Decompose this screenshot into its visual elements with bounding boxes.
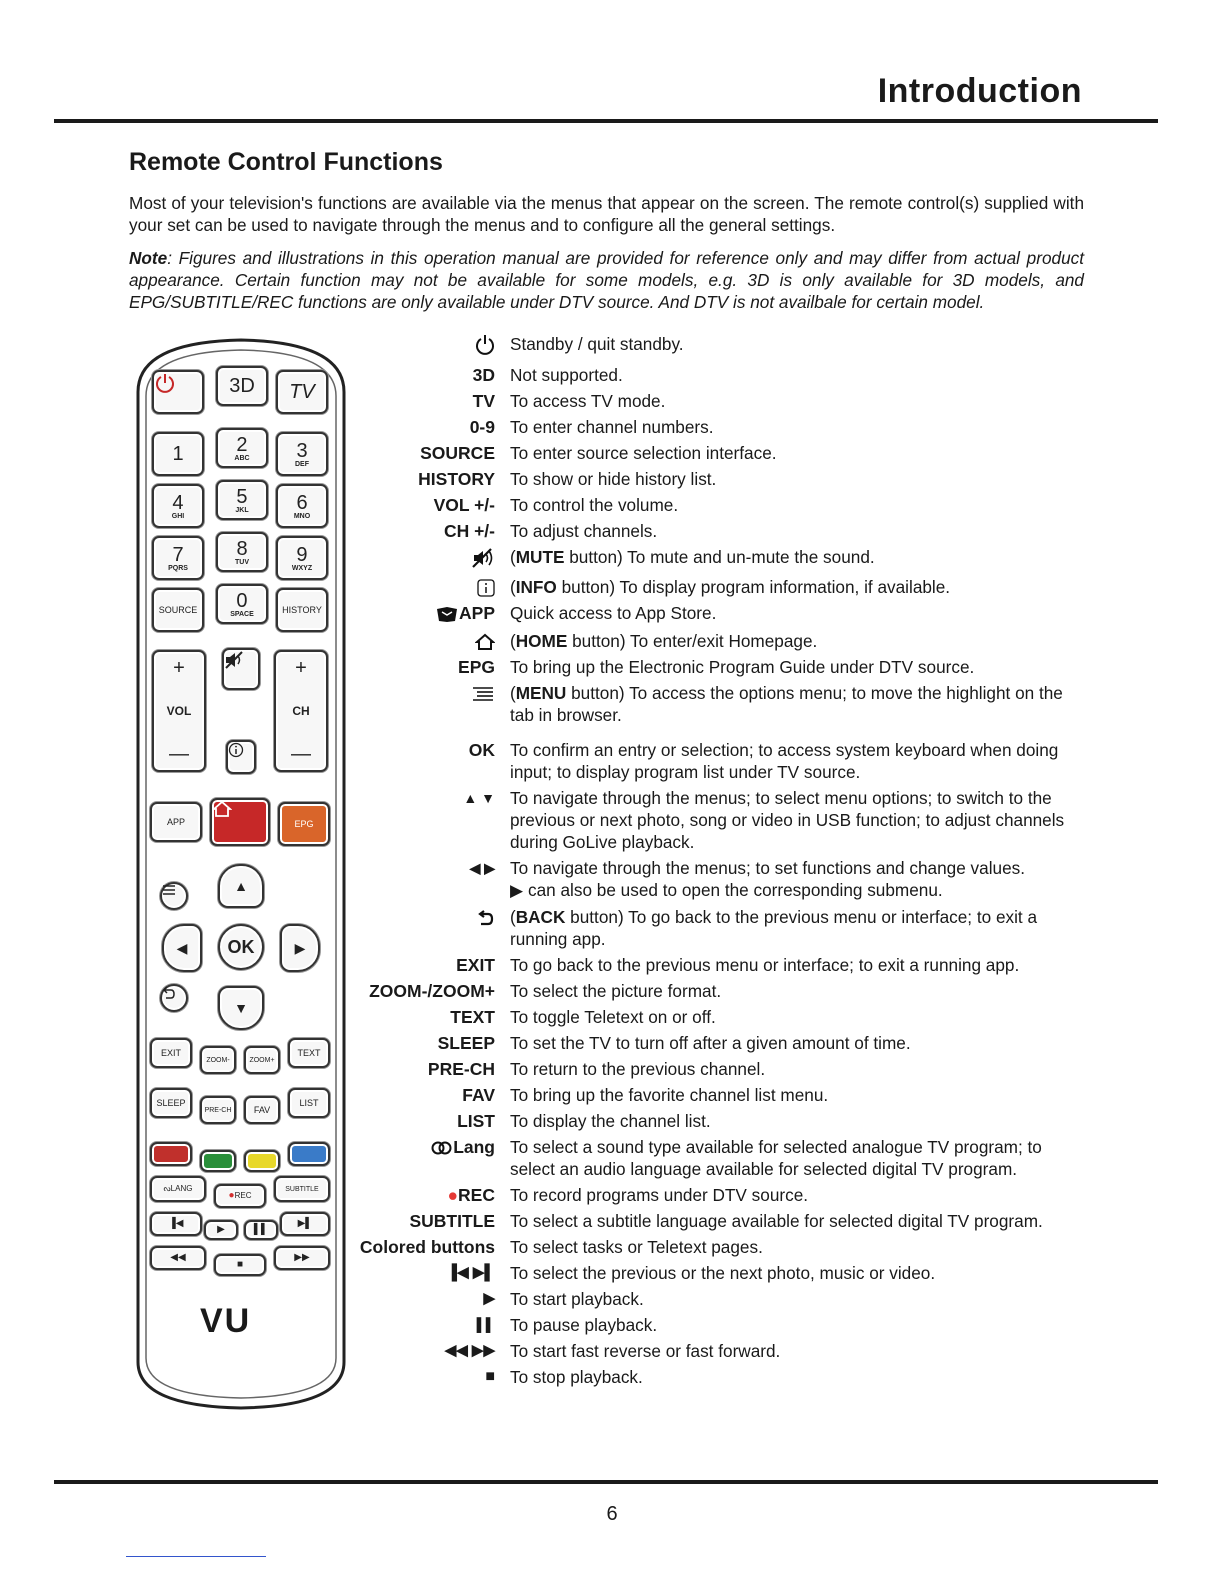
- function-desc: To access TV mode.: [510, 391, 666, 411]
- function-key: SLEEP: [437, 1033, 495, 1053]
- home-icon: [475, 633, 495, 651]
- zoom-minus-button[interactable]: [200, 1046, 236, 1074]
- digit-1-label: 1: [172, 443, 184, 465]
- info-button[interactable]: [226, 740, 256, 774]
- back-button[interactable]: [160, 984, 188, 1012]
- subtitle-button-label: SUBTITLE: [285, 1185, 319, 1193]
- paren: (: [510, 683, 516, 703]
- back-icon: [162, 986, 176, 1000]
- function-key: 3D: [472, 365, 495, 385]
- subtitle-button[interactable]: [274, 1176, 330, 1202]
- app-icon: [435, 605, 459, 623]
- function-desc: To adjust channels.: [510, 521, 658, 541]
- function-desc: Standby / quit standby.: [510, 334, 684, 354]
- function-key: TV: [472, 391, 495, 411]
- lang-button[interactable]: [150, 1176, 206, 1202]
- function-desc: To bring up the favorite channel list menu.: [510, 1085, 829, 1105]
- left-arrow-icon: ◀: [176, 940, 188, 956]
- function-desc: To select tasks or Teletext pages.: [510, 1237, 763, 1257]
- function-desc: To select a subtitle language available for selected digital TV program.: [510, 1211, 1043, 1231]
- lang-button-label: LANG: [170, 1184, 193, 1193]
- mute-icon: [471, 548, 495, 568]
- paren: (: [510, 547, 516, 567]
- function-desc: To select a sound type available for selected analogue TV program; to select an audio language available for selected digital TV program.: [510, 1137, 1042, 1179]
- home-button[interactable]: [210, 798, 270, 846]
- epg-button[interactable]: [278, 802, 330, 846]
- back-icon: [477, 909, 495, 927]
- source-button-label: SOURCE: [158, 604, 198, 615]
- pre-ch-label: PRE-CH: [204, 1106, 232, 1114]
- info-label: INFO: [515, 577, 557, 597]
- paren: (: [510, 631, 516, 651]
- 3d-button[interactable]: [216, 366, 268, 406]
- digit-2-label: 2: [236, 433, 248, 456]
- digit-5-button[interactable]: [216, 480, 268, 520]
- function-desc: To toggle Teletext on or off.: [510, 1007, 716, 1027]
- exit-button-label: EXIT: [160, 1047, 181, 1058]
- channel-label: CH: [292, 704, 310, 718]
- digit-3-button[interactable]: [276, 432, 328, 476]
- zoom-minus-label: ZOOM-: [206, 1056, 230, 1064]
- function-desc: To select the previous or the next photo, music or video.: [510, 1263, 936, 1283]
- source-button[interactable]: [152, 588, 204, 632]
- epg-button-label: EPG: [294, 818, 314, 829]
- function-key: FAV: [462, 1085, 495, 1105]
- home-desc: button) To enter/exit Homepage.: [567, 631, 818, 651]
- function-key: LIST: [457, 1111, 495, 1131]
- function-desc: To record programs under DTV source.: [510, 1185, 809, 1205]
- intro-paragraph: Most of your television's functions are available via the menus that appear on the screen. The remote control(s) supplied with your set can be used to navigate through the menus and to configure all the general settings.: [129, 193, 1084, 235]
- volume-up-label: +: [173, 657, 185, 679]
- menu-desc: button) To access the options menu; to move the highlight on the tab in browser.: [510, 683, 1063, 725]
- page-number: 6: [606, 1503, 618, 1525]
- function-key: 0-9: [469, 417, 495, 437]
- mute-desc: button) To mute and un-mute the sound.: [564, 547, 875, 567]
- menu-icon: [162, 884, 176, 896]
- exit-button[interactable]: [150, 1038, 192, 1068]
- previous-icon: ▐◀: [168, 1218, 184, 1229]
- digit-5-label: 5: [236, 485, 248, 508]
- next-icon: ▶▌: [297, 1218, 313, 1229]
- digit-4-button[interactable]: [152, 484, 204, 528]
- function-desc: To bring up the Electronic Program Guide under DTV source.: [510, 657, 975, 677]
- app-button[interactable]: [150, 802, 202, 842]
- rec-icon: ●: [447, 1185, 459, 1205]
- next-track-button[interactable]: [280, 1212, 330, 1236]
- power-icon: [154, 372, 176, 394]
- digit-8-button[interactable]: [216, 532, 268, 572]
- volume-label: VOL: [166, 704, 192, 718]
- function-desc: To enter source selection interface.: [510, 443, 777, 463]
- rewind-icon: ◀◀: [170, 1252, 186, 1263]
- history-button-label: HISTORY: [282, 604, 322, 615]
- home-icon: [212, 800, 232, 818]
- function-desc: To control the volume.: [510, 495, 679, 515]
- vu-logo: VU: [200, 1302, 252, 1340]
- function-key: ZOOM-/ZOOM+: [369, 981, 495, 1001]
- section-title: Remote Control Functions: [129, 148, 443, 176]
- function-key: [471, 546, 495, 568]
- digit-1-button[interactable]: [152, 432, 204, 476]
- function-key: HISTORY: [418, 469, 495, 489]
- digit-2-button[interactable]: [216, 428, 268, 468]
- function-desc: To start playback.: [510, 1289, 644, 1309]
- function-desc-line: ▶ can also be used to open the corresponding submenu.: [510, 880, 943, 900]
- tv-button[interactable]: [276, 370, 328, 414]
- digit-9-label: 9: [296, 543, 308, 566]
- nav-right-button[interactable]: [280, 924, 320, 972]
- function-desc: To return to the previous channel.: [510, 1059, 766, 1079]
- function-key: Colored buttons: [359, 1237, 495, 1257]
- green-color-button[interactable]: [200, 1150, 236, 1172]
- digit-7-button[interactable]: [152, 536, 204, 580]
- function-desc: To pause playback.: [510, 1315, 658, 1335]
- stop-button[interactable]: [214, 1254, 266, 1276]
- digit-4-sub: GHI: [171, 512, 185, 520]
- function-key: ▲ ▼: [463, 790, 495, 806]
- pause-button[interactable]: [244, 1220, 278, 1240]
- function-key: [477, 576, 495, 598]
- down-arrow-icon: ▼: [234, 1000, 248, 1016]
- power-icon: [475, 334, 495, 356]
- rec-button-label: REC: [234, 1191, 252, 1200]
- paren: (: [510, 577, 516, 597]
- lang-icon: [431, 1141, 453, 1155]
- function-key: CH +/-: [443, 521, 495, 541]
- list-button[interactable]: [288, 1088, 330, 1118]
- function-desc-line: To navigate through the menus; to set functions and change values.: [510, 858, 1026, 878]
- info-icon: [477, 579, 495, 597]
- function-key: ◀ ▶: [469, 860, 495, 876]
- function-key: OK: [468, 740, 495, 760]
- zoom-plus-button[interactable]: [244, 1046, 280, 1074]
- info-desc: button) To display program information, if available.: [556, 577, 951, 597]
- function-key: ▌▌: [476, 1317, 495, 1332]
- up-arrow-icon: ▲: [234, 878, 248, 894]
- function-desc: To stop playback.: [510, 1367, 643, 1387]
- note-text: : Figures and illustrations in this operation manual are provided for reference only and may differ from actual product appearance. Certain function may not be available for some models, e.g. 3D is only available for 3D models, and EPG/SUBTITLE/REC functions are only available under DTV source. And DTV is not availbale for certain model.: [129, 248, 1084, 312]
- lang-key-label: Lang: [453, 1137, 495, 1157]
- function-key: [471, 682, 495, 704]
- 3d-button-label: 3D: [229, 375, 255, 397]
- digit-6-button[interactable]: [276, 484, 328, 528]
- rec-key-label: REC: [458, 1185, 495, 1205]
- zoom-plus-label: ZOOM+: [249, 1056, 275, 1064]
- digit-0-button[interactable]: [216, 584, 268, 624]
- text-button[interactable]: [288, 1038, 330, 1068]
- digit-0-label: 0: [236, 589, 248, 612]
- back-desc: button) To go back to the previous menu or interface; to exit a running app.: [510, 907, 1038, 949]
- page-header-title: Introduction: [877, 72, 1082, 110]
- ok-button-label: OK: [227, 937, 255, 957]
- menu-icon: [471, 685, 495, 703]
- function-key: [431, 1136, 495, 1158]
- function-key: EPG: [458, 657, 495, 677]
- function-key: ▶: [483, 1290, 495, 1307]
- function-key: ◀◀ ▶▶: [444, 1342, 495, 1359]
- function-key: [475, 333, 495, 356]
- fav-button[interactable]: [244, 1096, 280, 1124]
- digit-0-sub: SPACE: [230, 610, 254, 618]
- function-desc: [510, 857, 1090, 901]
- digit-4-label: 4: [172, 491, 184, 514]
- ok-button[interactable]: [218, 924, 264, 970]
- function-desc: To enter channel numbers.: [510, 417, 714, 437]
- function-desc: [510, 546, 1090, 568]
- function-desc: To go back to the previous menu or interface; to exit a running app.: [510, 955, 1020, 975]
- menu-label: MENU: [515, 683, 567, 703]
- digit-2-sub: ABC: [234, 454, 250, 462]
- footer-rule: [54, 1480, 1158, 1484]
- pause-icon: ▌▌: [253, 1224, 269, 1235]
- back-label: BACK: [515, 907, 566, 927]
- function-desc: To confirm an entry or selection; to access system keyboard when doing input; to display program list under TV source.: [510, 740, 1059, 782]
- function-key: [447, 1184, 495, 1206]
- nav-up-button[interactable]: [218, 864, 264, 908]
- rec-icon: ●: [228, 1190, 235, 1201]
- app-button-label: APP: [166, 816, 185, 827]
- mute-label: MUTE: [515, 547, 565, 567]
- function-desc: To set the TV to turn off after a given amount of time.: [510, 1033, 911, 1053]
- play-icon: ▶: [217, 1224, 225, 1235]
- function-key: [435, 602, 495, 624]
- function-desc: To show or hide history list.: [510, 469, 717, 489]
- play-button[interactable]: [204, 1220, 238, 1240]
- footer-line: [126, 1556, 266, 1557]
- fast-forward-icon: ▶▶: [294, 1252, 310, 1263]
- previous-track-button[interactable]: [150, 1212, 202, 1236]
- function-desc: [510, 906, 1090, 950]
- lang-icon: ᔓ: [163, 1184, 171, 1193]
- digit-7-label: 7: [172, 543, 184, 566]
- function-key: [475, 630, 495, 652]
- note-paragraph: [129, 247, 1084, 313]
- history-button[interactable]: [276, 588, 328, 632]
- volume-rocker[interactable]: [152, 650, 206, 772]
- rec-button[interactable]: [214, 1184, 266, 1208]
- fast-forward-button[interactable]: [274, 1246, 330, 1270]
- channel-down-label: —: [291, 743, 311, 765]
- sleep-button[interactable]: [150, 1088, 192, 1118]
- text-button-label: TEXT: [297, 1047, 321, 1058]
- header-rule: [54, 119, 1158, 123]
- digit-3-sub: DEF: [295, 460, 309, 468]
- rewind-button[interactable]: [150, 1246, 206, 1270]
- function-key: TEXT: [450, 1007, 495, 1027]
- function-key: SUBTITLE: [409, 1211, 495, 1231]
- function-desc: To navigate through the menus; to select menu options; to switch to the previous or next photo, song or video in USB function; to adjust channels during GoLive playback.: [510, 788, 1065, 852]
- sleep-button-label: SLEEP: [156, 1097, 186, 1108]
- function-key: EXIT: [456, 955, 495, 975]
- pre-ch-button[interactable]: [200, 1096, 236, 1124]
- function-desc: To select the picture format.: [510, 981, 722, 1001]
- remote-illustration: [128, 332, 354, 1412]
- blue-color-button[interactable]: [288, 1142, 330, 1166]
- digit-7-sub: PQRS: [168, 564, 188, 572]
- function-key: [477, 906, 495, 928]
- function-desc: [510, 630, 1090, 652]
- digit-5-sub: JKL: [235, 506, 249, 514]
- digit-9-sub: WXYZ: [291, 564, 313, 572]
- function-key: ■: [485, 1368, 495, 1385]
- paren: (: [510, 907, 516, 927]
- function-key: SOURCE: [420, 443, 495, 463]
- mute-icon: [224, 650, 246, 670]
- function-key: PRE-CH: [427, 1059, 495, 1079]
- function-desc: To display the channel list.: [510, 1111, 711, 1131]
- app-key-label: APP: [459, 603, 495, 623]
- function-desc: [510, 576, 1090, 598]
- digit-9-button[interactable]: [276, 536, 328, 580]
- note-label: Note: [129, 248, 168, 268]
- digit-8-sub: TUV: [235, 558, 249, 566]
- function-desc: Not supported.: [510, 365, 623, 385]
- right-arrow-icon: ▶: [294, 940, 306, 956]
- red-color-button[interactable]: [150, 1142, 192, 1166]
- fav-button-label: FAV: [253, 1104, 271, 1115]
- stop-icon: ■: [236, 1259, 244, 1270]
- function-key: VOL +/-: [433, 495, 495, 515]
- list-button-label: LIST: [299, 1097, 319, 1108]
- digit-3-label: 3: [296, 439, 308, 462]
- digit-6-label: 6: [296, 491, 308, 514]
- channel-up-label: +: [295, 657, 307, 679]
- function-desc: To start fast reverse or fast forward.: [510, 1341, 781, 1361]
- yellow-color-button[interactable]: [244, 1150, 280, 1172]
- home-label: HOME: [515, 631, 568, 651]
- digit-8-label: 8: [236, 537, 248, 560]
- channel-rocker[interactable]: [274, 650, 328, 772]
- mute-button[interactable]: [222, 648, 260, 690]
- tv-button-label: TV: [289, 381, 315, 403]
- info-icon: [228, 742, 244, 758]
- digit-6-sub: MNO: [293, 512, 311, 520]
- function-key: ▐◀ ▶▌: [446, 1264, 495, 1281]
- volume-down-label: —: [169, 743, 189, 765]
- function-desc: [510, 682, 1090, 726]
- nav-left-button[interactable]: [162, 924, 202, 972]
- menu-button[interactable]: [160, 882, 188, 910]
- function-desc: Quick access to App Store.: [510, 603, 717, 623]
- nav-down-button[interactable]: [218, 986, 264, 1030]
- power-button[interactable]: [152, 370, 204, 414]
